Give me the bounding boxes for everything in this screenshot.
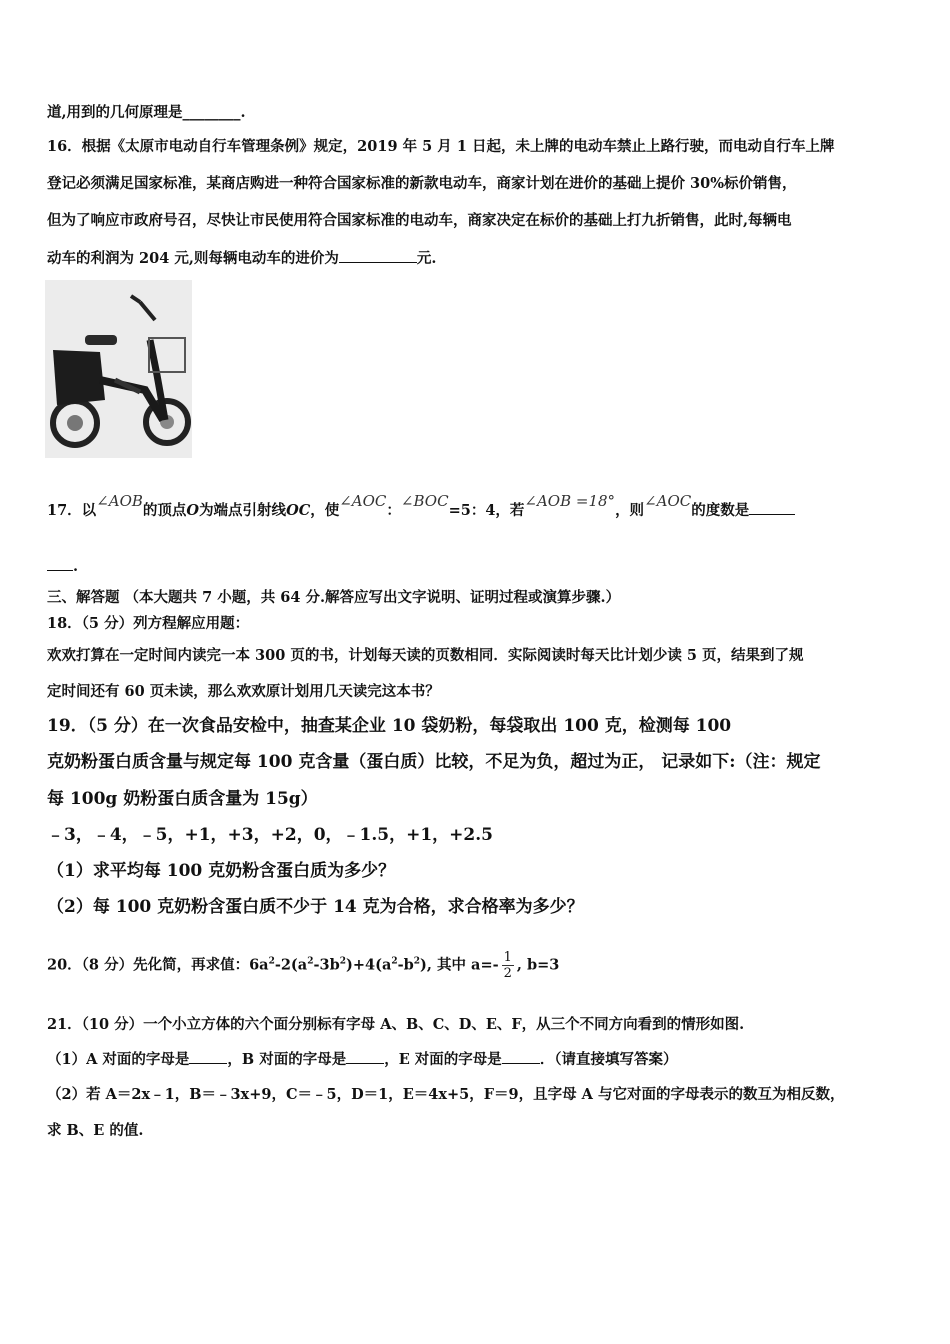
q20-text-c: -3b: [313, 956, 340, 974]
seat: [85, 335, 117, 345]
continued-line: 道,用到的几何原理是________.: [47, 104, 246, 121]
q17-text-4: ，使: [310, 502, 340, 519]
q19-sub1: （1）求平均每 100 克奶粉含蛋白质为多少？: [47, 861, 396, 881]
q21-blank-a[interactable]: [189, 1049, 227, 1064]
q17-then: ，则: [615, 502, 645, 519]
q16-line3: 但为了响应市政府号召，尽快让市民使用符合国家标准的电动车，商家决定在标价的基础上打九折销售，此时,每辆电: [47, 212, 792, 229]
q17-ask: 的度数是: [691, 502, 750, 519]
q18-line1: 欢欢打算在一定时间内读完一本 300 页的书，计划每天读的页数相同．实际阅读时每天比计划少读 5 页，结果到了规: [47, 647, 804, 664]
q20-text-f: ), 其中 a=-: [420, 956, 499, 974]
q21-a-opposite: （1）A 对面的字母是: [47, 1051, 190, 1068]
q17-colon: ：: [386, 502, 401, 519]
electric-bike-photo: [45, 280, 192, 458]
q17-line2: [47, 556, 78, 577]
rear-body: [53, 350, 105, 405]
q17-answer-blank-cont[interactable]: [47, 556, 73, 571]
q16-line2: 登记必须满足国家标准，某商店购进一种符合国家标准的新款电动车，商家计划在进价的基础上提价 30%标价销售，: [47, 175, 797, 192]
angle-aob: ∠AOB: [96, 492, 143, 510]
angle-aoc-ask: ∠AOC: [644, 492, 692, 510]
q17-text-3: 为端点引射线: [199, 502, 287, 519]
q21-line1: 21．（10 分）一个小立方体的六个面分别标有字母 A、B、C、D、E、F，从三个不同方向看到的情形如图.: [47, 1016, 745, 1033]
q19-line2: 克奶粉蛋白质含量与规定每 100 克含量（蛋白质）比较，不足为负，超过为正， 记录如下:（注：规定: [47, 752, 821, 772]
q21-sub2-cont: 求 B、E 的值.: [47, 1122, 144, 1139]
q20-text-b: -2(a: [274, 956, 308, 974]
ray-oc: OC: [286, 502, 311, 519]
q20-text-a: 20．（8 分）先化简，再求值：6a: [47, 956, 269, 974]
exp-2: 2: [307, 956, 314, 967]
exp-1: 2: [268, 956, 275, 967]
q21-blank-e[interactable]: [502, 1049, 540, 1064]
q17-ratio: =5：4，若: [448, 502, 525, 519]
q21-sub1: [47, 1049, 678, 1070]
q18-head: 18．（5 分）列方程解应用题：: [47, 615, 250, 632]
q18-line2: 定时间还有 60 页未读，那么欢欢原计划用几天读完这本书？: [47, 683, 440, 700]
q17-answer-blank[interactable]: [749, 500, 795, 515]
q17-line: [47, 492, 795, 521]
q17-text-2: 的顶点: [142, 502, 187, 519]
fraction-numerator: 1: [503, 950, 512, 965]
q21-sub2: （2）若 A＝2x﹣1，B＝﹣3x+9，C＝﹣5，D＝1，E＝4x+5，F＝9，且字母 A 与它对面的字母表示的数互为相反数，: [47, 1086, 845, 1103]
point-o: O: [186, 502, 200, 519]
q17-end: .: [73, 558, 79, 575]
q16-line4-text: 动车的利润为 204 元,则每辆电动车的进价为: [47, 250, 339, 267]
rear-hub: [67, 415, 83, 431]
q19-sub2: （2）每 100 克奶粉含蛋白质不少于 14 克为合格，求合格率为多少？: [47, 897, 584, 917]
q19-line3: 每 100g 奶粉蛋白质含量为 15g）: [47, 789, 318, 809]
q20-text-d: )+4(a: [345, 956, 392, 974]
section-heading: 三、解答题 （本大题共 7 小题，共 64 分.解答应写出文字说明、证明过程或演算步骤.）: [47, 589, 621, 606]
q16-answer-blank[interactable]: [339, 248, 417, 263]
q20-text-e: -b: [397, 956, 414, 974]
angle-boc: ∠BOC: [400, 492, 449, 510]
q20-text-g: , b=3: [516, 956, 560, 974]
fraction-one-half: [502, 950, 514, 981]
exp-5: 2: [413, 956, 421, 967]
q16-line1: 16．根据《太原市电动自行车管理条例》规定，2019 年 5 月 1 日起，未上牌的电动车禁止上路行驶，而电动自行车上牌: [47, 138, 835, 155]
q17-prefix: 17．以: [47, 502, 97, 519]
exp-3: 2: [339, 956, 346, 967]
q19-line1: 19．（5 分）在一次食品安检中，抽查某企业 10 袋奶粉，每袋取出 100 克，检测每 100: [47, 716, 732, 736]
q21-b-opposite: ，B 对面的字母是: [227, 1051, 347, 1068]
q21-note: ．（请直接填写答案）: [539, 1051, 678, 1068]
angle-aoc: ∠AOC: [339, 492, 387, 510]
q16-line4: [47, 248, 436, 269]
q16-unit: 元.: [416, 250, 437, 267]
q21-blank-b[interactable]: [346, 1049, 384, 1064]
q19-data: ﹣3，﹣4，﹣5，+1，+3，+2，0，﹣1.5，+1，+2.5: [47, 825, 494, 845]
q21-e-opposite: ，E 对面的字母是: [384, 1051, 502, 1068]
angle-aob-value: ∠AOB =18°: [524, 492, 616, 510]
fraction-denominator: 2: [503, 966, 512, 981]
exp-4: 2: [391, 956, 398, 967]
q20-line: [47, 950, 559, 981]
